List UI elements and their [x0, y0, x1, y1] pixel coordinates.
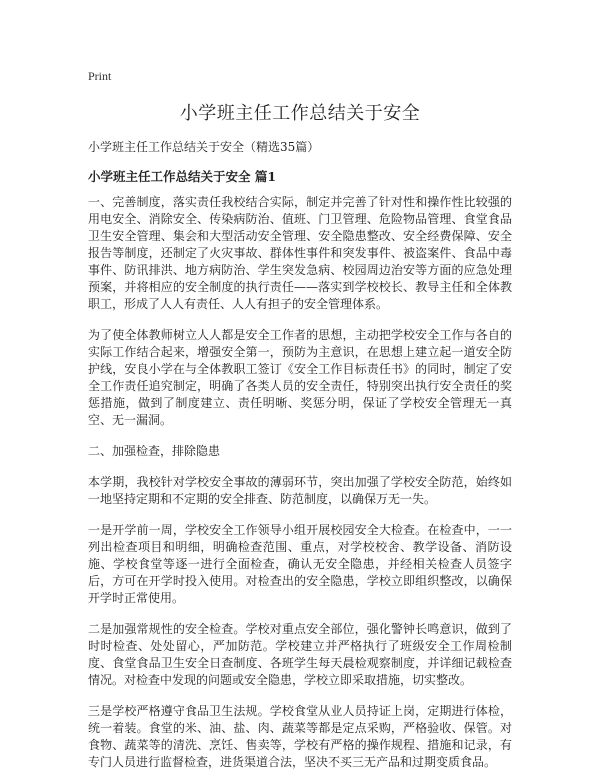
paragraph-3: 二、加强检查，排除隐患	[88, 444, 221, 458]
paragraph-5: 一是开学前一周，学校安全工作领导小组开展校园安全大检查。在检查中，一一列出检查项目和明细，明确检查范围、重点，对学校校舍、教学设备、消防设施、学校食堂等逐一进行全面检查，确认无安全隐患，并经相关检查人员签字后，方可在开学时投入使用。对检查出的安全隐患，学校立即组织整改，以确保开学时正常使用。	[88, 523, 512, 605]
print-link[interactable]: Print	[88, 69, 112, 83]
document-title: 小学班主任工作总结关于安全	[179, 103, 421, 124]
paragraph-4: 本学期，我校针对学校安全事故的薄弱环节，突出加强了学校安全防范，始终如一地坚持定期和不定期的安全排查、防范制度，以确保万无一失。	[88, 475, 512, 506]
paragraph-7: 三是学校严格遵守食品卫生法规。学校食堂从业人员持证上岗，定期进行体检，统一着装。食堂的米、油、盐、肉、蔬菜等都是定点采购，严格验收、保管。对食物、蔬菜等的清洗、烹饪、售卖等，学校有严格的操作规程、措施和记录，有专门人员进行监督检查，进货渠道合法，坚决不买三无产品和过期变质食品。	[88, 704, 512, 769]
section-heading: 小学班主任工作总结关于安全 篇1	[88, 169, 277, 184]
paragraph-2: 为了使全体教师树立人人都是安全工作者的思想，主动把学校安全工作与各自的实际工作结合起来，增强安全第一，预防为主意识，在思想上建立起一道安全防护线，安良小学在与全体教职工签订《安全工作目标责任书》的同时，制定了安全工作责任追究制定，明确了各类人员的安全责任，特别突出执行安全责任的奖惩措施，做到了制度建立、责任明晰、奖惩分明，保证了学校安全管理无一真空、无一漏洞。	[88, 328, 512, 427]
paragraph-1: 一、完善制度，落实责任我校结合实际，制定并完善了针对性和操作性比较强的用电安全、消除安全、传染病防治、值班、门卫管理、危险物品管理、食堂食品卫生安全管理、集会和大型活动安全管理、安全隐患整改、安全经费保障、安全报告等制度，还制定了火灾事故、群体性事件和突发事件、被盗案件、食品中毒事件、防讯排洪、地方病防治、学生突发急病、校园周边治安等方面的应急处理预案，并将相应的安全制度的执行责任——落实到学校校长、教导主任和全体教职工，形成了人人有责任、人人有担子的安全管理体系。	[88, 195, 512, 311]
paragraph-6: 二是加强常规性的安全检查。学校对重点安全部位，强化警钟长鸣意识，做到了时时检查、处处留心，严加防范。学校建立并严格执行了班级安全工作周检制度、食堂食品卫生安全日查制度、各班学生每天晨检观察制度，并详细记载检查情况。对检查中发现的问题或安全隐患，学校立即采取措施，切实整改。	[88, 622, 512, 687]
document-subtitle: 小学班主任工作总结关于安全（精选35篇）	[88, 140, 320, 154]
